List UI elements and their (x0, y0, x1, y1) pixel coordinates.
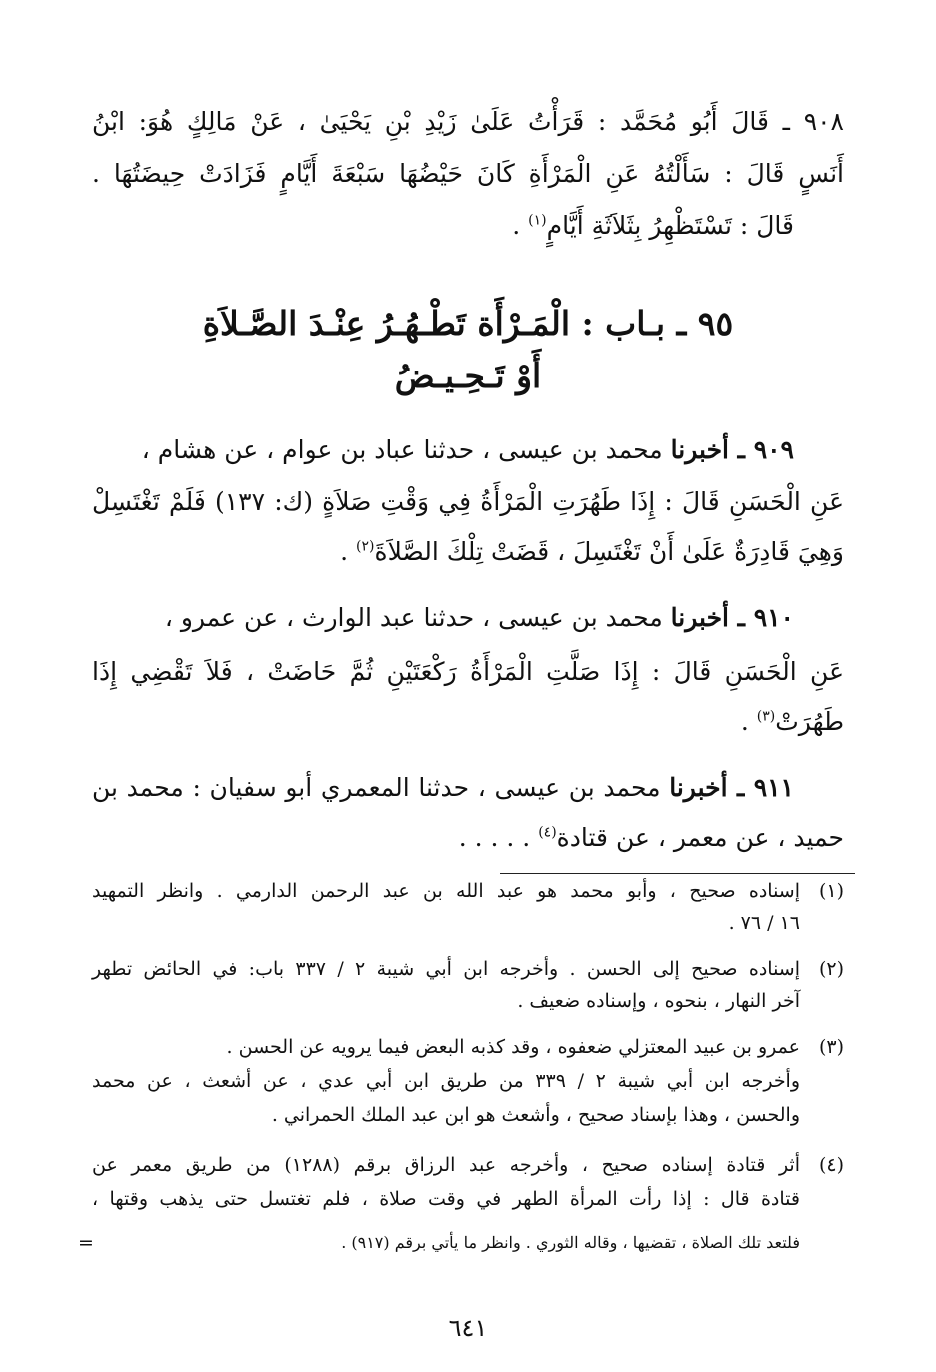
footnote-2-line-2: آخر النهار ، بنحوه ، وإسناده ضعيف . (517, 990, 800, 1012)
footnote-3 (92, 1032, 844, 1132)
hadith-908-line-1: ٩٠٨ ـ قَالَ أَبُو مُحَمَّد : قَرَأْتُ عَلَىٰ زَيْدِ بْنِ يَحْيَىٰ ، عَنْ مَالِكٍ هُوَ: ابْنُ (92, 107, 844, 136)
hadith-910-line-3 (92, 700, 844, 744)
footnote-1-line-2: ١٦ / ٧٦ . (728, 912, 800, 934)
footnote-ref-1: (١) (528, 212, 547, 229)
hadith-909-line-1 (92, 428, 794, 472)
footnote-1 (92, 876, 844, 936)
hadith-909-text: وَهِيَ قَادِرَةٌ عَلَىٰ أَنْ تَغْتَسِلَ ، قَضَتْ تِلْكَ الصَّلاَةَ (374, 537, 844, 566)
hadith-910-line-1 (92, 596, 794, 640)
footnote-3-line-3: والحسن ، وهذا بإسناد صحيح ، وأشعث هو ابن عبد الملك الحمراني . (271, 1104, 800, 1126)
footnote-2-line-1: إسناده صحيح إلى الحسن . وأخرجه ابن أبي شيبة ٢ / ٣٣٧ باب: في الحائض تطهر (92, 958, 800, 980)
footnote-4 (92, 1150, 844, 1250)
footnote-ref-4: (٤) (538, 824, 557, 841)
hadith-911-text: حميد ، عن معمر ، عن قتادة (556, 823, 844, 852)
footnote-3-line-2: وأخرجه ابن أبي شيبة ٢ / ٣٣٩ من طريق ابن أبي عدي ، عن أشعث ، عن محمد (92, 1070, 801, 1092)
footnote-4-line-3: فلتعد تلك الصلاة ، تقضيها ، وقاله الثوري . وانظر ما يأتي برقم (٩١٧) . (341, 1233, 800, 1252)
footnote-separator (500, 873, 855, 874)
chapter-heading-line-2: أَوْ تَـحِـيـضُ (394, 356, 542, 395)
footnote-2-number: (٢) (818, 958, 844, 980)
hadith-911-number: ٩١١ ـ أخبرنا (669, 773, 794, 802)
hadith-910-number: ٩١٠ ـ أخبرنا (670, 603, 794, 632)
hadith-909-number: ٩٠٩ ـ أخبرنا (670, 435, 794, 464)
footnote-4-line-1: أثر قتادة إسناده صحيح ، وأخرجه عبد الرزاق برقم (١٢٨٨) من طريق معمر عن (92, 1154, 800, 1176)
hadith-911-line-1 (92, 766, 794, 810)
hadith-909-line-2: عَنِ الْحَسَنِ قَالَ : إِذَا طَهُرَتِ الْمَرْأَةُ فِي وَقْتِ صَلاَةٍ (ك: ١٣٧) فَلَمْ تَغْتَسِلْ (92, 487, 844, 516)
hadith-910-end: . (740, 707, 757, 736)
hadith-909-line-3 (92, 530, 844, 574)
hadith-909-end: . (340, 537, 357, 566)
hadith-910-text: طَهُرَتْ (775, 707, 844, 736)
hadith-910-isnad: محمد بن عيسى ، حدثنا عبد الوارث ، عن عمرو ، (164, 603, 671, 632)
hadith-911-line-2 (92, 816, 844, 860)
footnote-ref-3: (٣) (756, 708, 776, 725)
chapter-heading-line-1: ٩٥ ـ بـاب : الْمَـرْأَة تَطْـهُـرُ عِنْـدَ الصَّـلاَةِ (202, 304, 734, 343)
footnote-3-line-1: عمرو بن عبيد المعتزلي ضعفوه ، وقد كذبه البعض فيما يرويه عن الحسن . (226, 1036, 800, 1058)
hadith-911-end: . . . . . (458, 823, 539, 852)
footnote-4-line-2: قتادة قال : إذا رأت المرأة الطهر في وقت صلاة ، فلم تغتسل حتى يذهب وقتها ، (92, 1188, 800, 1210)
footnote-2 (92, 954, 844, 1014)
hadith-908-text: قَالَ : تَسْتَظْهِرُ بِثَلاَثَةِ أَيَّامٍ (546, 211, 794, 240)
footnote-1-number: (١) (818, 880, 844, 902)
hadith-908-line-3 (92, 204, 794, 248)
footnote-1-line-1: إسناده صحيح ، وأبو محمد هو عبد الله بن عبد الرحمن الدارمي . وانظر التمهيد (92, 880, 800, 902)
hadith-910-line-2: عَنِ الْحَسَنِ قَالَ : إِذَا صَلَّتِ الْمَرْأَةُ رَكْعَتَيْنِ ثُمَّ حَاضَتْ ، فَلاَ تَقْضِي إِذَا (92, 657, 844, 686)
hadith-908-end: . (512, 211, 529, 240)
hadith-908-line-2: أَنَسٍ قَالَ : سَأَلْتُهُ عَنِ الْمَرْأَةِ كَانَ حَيْضُهَا سَبْعَةَ أَيَّامٍ فَزَادَتْ حِيضَتُهَا . (92, 159, 844, 188)
continuation-mark: = (78, 1232, 94, 1254)
page-number: ٦٤١ (448, 1314, 488, 1342)
footnote-4-number: (٤) (818, 1154, 844, 1176)
hadith-911-isnad: محمد بن عيسى ، حدثنا المعمري أبو سفيان : محمد بن (92, 773, 670, 802)
footnote-ref-2: (٢) (356, 538, 375, 555)
footnote-3-number: (٣) (818, 1036, 844, 1058)
hadith-909-isnad: محمد بن عيسى ، حدثنا عباد بن عوام ، عن هشام ، (141, 435, 671, 464)
